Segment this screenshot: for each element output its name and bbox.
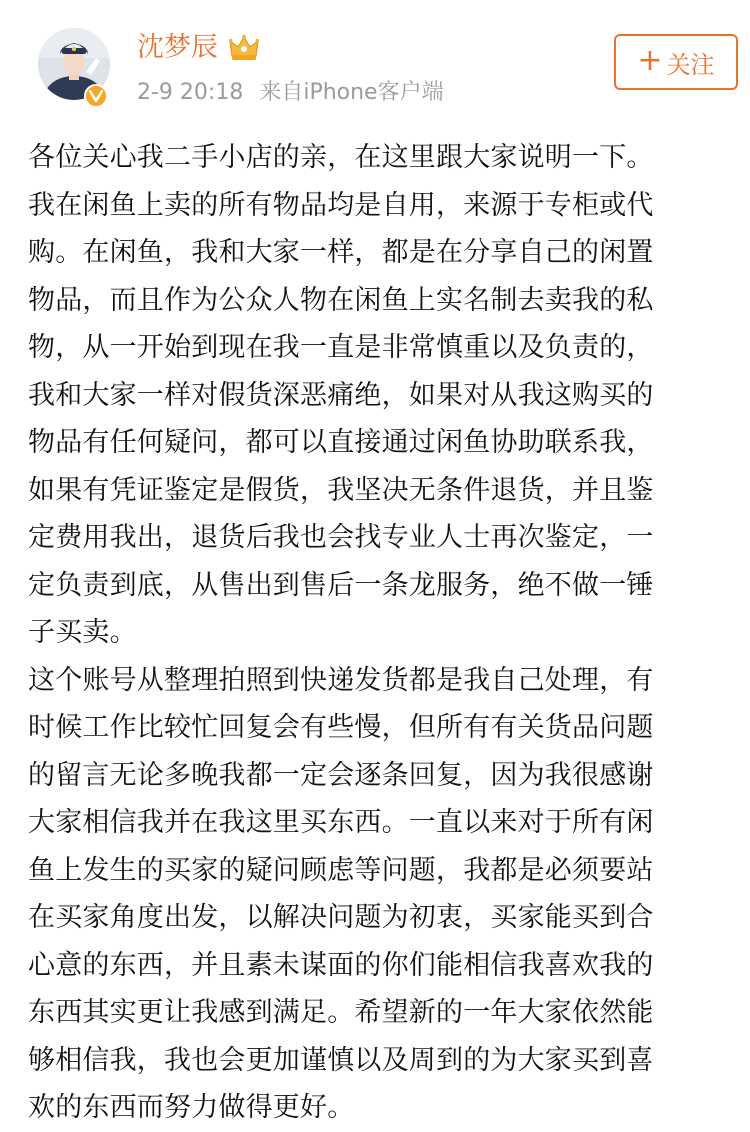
- verified-v-icon: [84, 84, 108, 108]
- plus-icon: +: [637, 43, 663, 78]
- post-text-line: 各位关心我二手小店的亲，在这里跟大家说明一下。: [28, 142, 654, 173]
- post-text-line: 这个账号从整理拍照到快递发货都是我自己处理，有: [28, 664, 654, 696]
- post-text-line: 定负责到底，从售出到售后一条龙服务，绝不做一锤: [28, 569, 654, 601]
- post-text-line: 如果有凭证鉴定是假货，我坚决无条件退货，并且鉴: [28, 474, 654, 506]
- post-text-line: 心意的东西，并且素未谋面的你们能相信我喜欢我的: [28, 949, 654, 981]
- post-text-line: 鱼上发生的买家的疑问顾虑等问题，我都是必须要站: [28, 854, 654, 886]
- author-name[interactable]: 沈梦辰: [137, 32, 218, 63]
- post-text-line: 欢的东西而努力做得更好。: [28, 1092, 355, 1123]
- post-meta: [137, 78, 444, 108]
- post-text-line: 够相信我，我也会更加谨慎以及周到的为大家买到喜: [28, 1044, 654, 1076]
- post-text-line: 大家相信我并在我这里买东西。一直以来对于所有闲: [28, 807, 654, 838]
- post-text-line: 购。在闲鱼，我和大家一样，都是在分享自己的闲置: [28, 237, 654, 268]
- post-text-line: 东西其实更让我感到满足。希望新的一年大家依然能: [28, 997, 654, 1028]
- post-source[interactable]: 来自iPhone客户端: [259, 80, 444, 105]
- post-text-line: 子买卖。: [28, 617, 137, 648]
- post-header: [0, 0, 750, 126]
- crown-icon[interactable]: [229, 34, 259, 62]
- post-text-line: 我和大家一样对假货深恶痛绝，如果对从我这购买的: [28, 379, 654, 411]
- post-text-line: 物，从一开始到现在我一直是非常慎重以及负责的，: [28, 332, 654, 363]
- post-text-line: 物品有任何疑问，都可以直接通过闲鱼协助联系我，: [28, 427, 654, 458]
- post-text-line: 时候工作比较忙回复会有些慢，但所有有关货品问题: [28, 712, 654, 743]
- follow-label: 关注: [666, 50, 715, 79]
- post-text-line: 在买家角度出发，以解决问题为初衷，买家能买到合: [28, 902, 654, 933]
- post-time: 2-9 20:18: [137, 80, 244, 105]
- post-text-line: 定费用我出，退货后我也会找专业人士再次鉴定，一: [28, 522, 654, 553]
- post-text-line: 的留言无论多晚我都一定会逐条回复，因为我很感谢: [28, 759, 654, 791]
- follow-button[interactable]: [614, 34, 738, 90]
- post-text-line: 我在闲鱼上卖的所有物品均是自用，来源于专柜或代: [28, 189, 654, 221]
- post-text-line: 物品，而且作为公众人物在闲鱼上实名制去卖我的私: [28, 284, 654, 316]
- post-body: [28, 134, 728, 1132]
